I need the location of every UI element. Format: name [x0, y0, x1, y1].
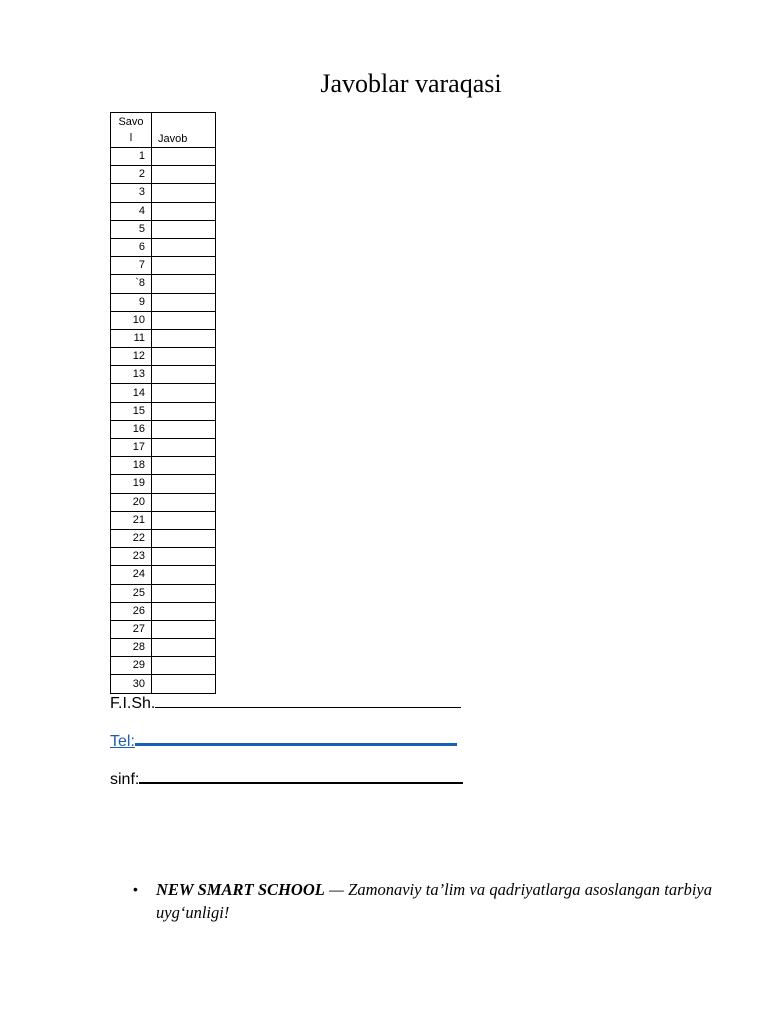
question-number: 30 — [111, 675, 152, 693]
question-number: 11 — [111, 329, 152, 347]
table-row — [111, 329, 216, 347]
question-number: 27 — [111, 620, 152, 638]
question-number: 22 — [111, 529, 152, 547]
answer-cell[interactable] — [152, 620, 216, 638]
fish-field[interactable] — [110, 693, 461, 714]
answer-cell[interactable] — [152, 402, 216, 420]
table-row — [111, 166, 216, 184]
answer-cell[interactable] — [152, 384, 216, 402]
answer-cell[interactable] — [152, 548, 216, 566]
question-header-line-2: l — [129, 132, 133, 144]
answer-cell[interactable] — [152, 439, 216, 457]
question-number: 14 — [111, 384, 152, 402]
answer-cell[interactable] — [152, 311, 216, 329]
question-column-header — [111, 113, 152, 148]
answer-table — [110, 112, 216, 694]
question-number: 13 — [111, 366, 152, 384]
answer-cell[interactable] — [152, 238, 216, 256]
answer-cell[interactable] — [152, 529, 216, 547]
question-number: 16 — [111, 420, 152, 438]
question-number: 24 — [111, 566, 152, 584]
bullet-icon: • — [133, 881, 138, 897]
question-number: 21 — [111, 511, 152, 529]
school-brand: NEW SMART SCHOOL — [156, 880, 325, 899]
table-row — [111, 566, 216, 584]
answer-cell[interactable] — [152, 475, 216, 493]
question-number: 1 — [111, 148, 152, 166]
table-row — [111, 220, 216, 238]
footer-note — [156, 878, 712, 924]
question-number: 5 — [111, 220, 152, 238]
question-number: 23 — [111, 548, 152, 566]
answer-cell[interactable] — [152, 584, 216, 602]
table-row — [111, 311, 216, 329]
answer-cell[interactable] — [152, 202, 216, 220]
answer-rows — [111, 148, 216, 694]
table-row — [111, 293, 216, 311]
answer-cell[interactable] — [152, 493, 216, 511]
question-number: 20 — [111, 493, 152, 511]
question-number: 28 — [111, 639, 152, 657]
table-row — [111, 493, 216, 511]
question-number: 18 — [111, 457, 152, 475]
table-row — [111, 275, 216, 293]
answer-cell[interactable] — [152, 566, 216, 584]
tel-underline[interactable] — [135, 731, 457, 746]
question-number: 29 — [111, 657, 152, 675]
answer-cell[interactable] — [152, 639, 216, 657]
table-row — [111, 675, 216, 693]
question-number: 15 — [111, 402, 152, 420]
question-number: 10 — [111, 311, 152, 329]
table-row — [111, 657, 216, 675]
table-row — [111, 420, 216, 438]
question-number: 3 — [111, 184, 152, 202]
question-number: 17 — [111, 439, 152, 457]
table-row — [111, 366, 216, 384]
answer-cell[interactable] — [152, 420, 216, 438]
answer-cell[interactable] — [152, 602, 216, 620]
table-row — [111, 384, 216, 402]
question-number: 6 — [111, 238, 152, 256]
school-tagline: — Zamonaviy ta’lim va qadriyatlarga asoslangan tarbiya uyg‘unligi! — [156, 880, 712, 922]
answer-cell[interactable] — [152, 257, 216, 275]
answer-cell[interactable] — [152, 675, 216, 693]
sinf-underline[interactable] — [139, 768, 463, 784]
answer-cell[interactable] — [152, 275, 216, 293]
table-row — [111, 529, 216, 547]
question-number: 25 — [111, 584, 152, 602]
answer-cell[interactable] — [152, 657, 216, 675]
fish-label: F.I.Sh. — [110, 695, 156, 712]
answer-cell[interactable] — [152, 348, 216, 366]
table-row — [111, 511, 216, 529]
answer-cell[interactable] — [152, 457, 216, 475]
table-row — [111, 238, 216, 256]
answer-cell[interactable] — [152, 329, 216, 347]
answer-cell[interactable] — [152, 366, 216, 384]
table-row — [111, 439, 216, 457]
table-row — [111, 257, 216, 275]
table-row — [111, 620, 216, 638]
question-number: 9 — [111, 293, 152, 311]
answer-cell[interactable] — [152, 166, 216, 184]
question-number: 26 — [111, 602, 152, 620]
answer-cell[interactable] — [152, 511, 216, 529]
answer-cell[interactable] — [152, 220, 216, 238]
question-number: `8 — [111, 275, 152, 293]
table-row — [111, 602, 216, 620]
page-title: Javoblar varaqasi — [320, 69, 502, 98]
table-row — [111, 402, 216, 420]
sinf-field[interactable] — [110, 768, 463, 790]
sinf-label: sinf: — [110, 771, 140, 788]
table-header-row — [111, 113, 216, 148]
question-number: 19 — [111, 475, 152, 493]
answer-cell[interactable] — [152, 293, 216, 311]
table-row — [111, 348, 216, 366]
table-row — [111, 184, 216, 202]
table-row — [111, 148, 216, 166]
question-number: 4 — [111, 202, 152, 220]
table-row — [111, 202, 216, 220]
question-number: 12 — [111, 348, 152, 366]
question-number: 7 — [111, 257, 152, 275]
answer-column-header: Javob — [152, 113, 216, 148]
question-number: 2 — [111, 166, 152, 184]
table-row — [111, 457, 216, 475]
answer-cell[interactable] — [152, 148, 216, 166]
tel-label: Tel: — [110, 733, 135, 750]
fish-underline[interactable] — [155, 693, 461, 708]
table-row — [111, 475, 216, 493]
table-row — [111, 639, 216, 657]
table-row — [111, 584, 216, 602]
tel-field[interactable] — [110, 731, 457, 752]
answer-cell[interactable] — [152, 184, 216, 202]
table-row — [111, 548, 216, 566]
question-header-line-1: Savo — [118, 116, 144, 128]
